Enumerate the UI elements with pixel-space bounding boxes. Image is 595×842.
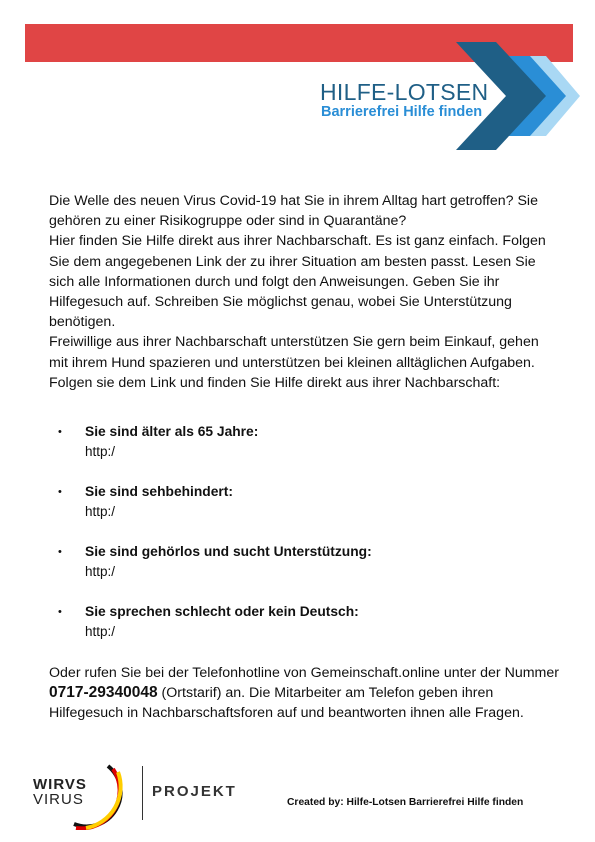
item-title: Sie sind älter als 65 Jahre: bbox=[85, 424, 259, 439]
logo-subtitle: Barrierefrei Hilfe finden bbox=[321, 104, 483, 120]
intro-text bbox=[49, 191, 559, 393]
hotline-text bbox=[49, 663, 559, 724]
hotline-text-before: Oder rufen Sie bei der Telefonhotline von Gemeinschaft.online unter der Nummer bbox=[49, 665, 559, 681]
intro-paragraph: Freiwillige aus ihrer Nachbarschaft unterstützen Sie gern beim Einkauf, gehen mit ihrem Hund spazieren und unterstützen bei kleinen alltäglichen Aufgaben. bbox=[49, 334, 539, 371]
bullet-icon: • bbox=[58, 426, 62, 438]
intro-paragraph: Hier finden Sie Hilfe direkt aus ihrer Nachbarschaft. Es ist ganz einfach. Folgen Sie dem angegebenen Link der zu ihrer Situation am besten passt. Lesen Sie sich alle Informationen durch und folgt den Anweisungen. Geben Sie ihr Hilfegesuch auf. Schreiben Sie möglichst genau, wobei Sie Unterstützung benötigen. bbox=[49, 233, 546, 331]
credit-line: Created by: Hilfe-Lotsen Barrierefrei Hilfe finden bbox=[287, 797, 524, 808]
intro-paragraph: Folgen sie dem Link und finden Sie Hilfe direkt aus ihrer Nachbarschaft: bbox=[49, 374, 501, 391]
item-link[interactable]: http:/ bbox=[85, 504, 116, 519]
item-link[interactable]: http:/ bbox=[85, 564, 116, 579]
bullet-icon: • bbox=[58, 486, 62, 498]
virus-logo-text: VIRUS bbox=[33, 791, 84, 808]
item-title: Sie sind gehörlos und sucht Unterstützung: bbox=[85, 544, 372, 559]
wirvs-logo-text: WIRVS bbox=[33, 776, 87, 793]
bullet-icon: • bbox=[58, 546, 62, 558]
item-link[interactable]: http:/ bbox=[85, 444, 116, 459]
phone-number: 0717-29340048 bbox=[49, 684, 158, 702]
footer-divider bbox=[142, 766, 143, 820]
bullet-icon: • bbox=[58, 606, 62, 618]
item-link[interactable]: http:/ bbox=[85, 624, 116, 639]
item-title: Sie sprechen schlecht oder kein Deutsch: bbox=[85, 604, 359, 619]
intro-paragraph: Die Welle des neuen Virus Covid-19 hat Sie in ihrem Alltag hart getroffen? Sie gehören zu einer Risikogruppe oder sind in Quarantäne? bbox=[49, 193, 538, 230]
projekt-label: PROJEKT bbox=[152, 783, 237, 800]
logo-title: HILFE-LOTSEN bbox=[320, 79, 489, 105]
item-title: Sie sind sehbehindert: bbox=[85, 484, 233, 499]
hotline-paragraph bbox=[49, 663, 559, 724]
hotline-text-after: (Ortstarif) an. Die Mitarbeiter am Telefon geben ihren Hilfegesuch in Nachbarschaftsforen auf und beantworten ihnen alle Fragen. bbox=[49, 685, 524, 722]
